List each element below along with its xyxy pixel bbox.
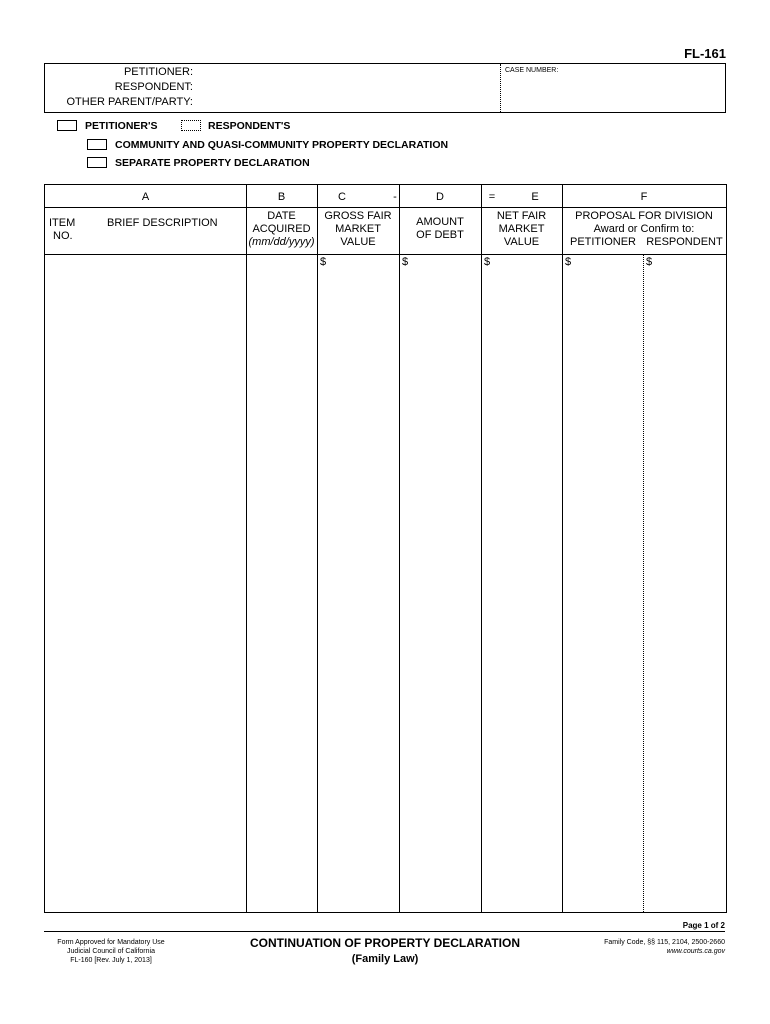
net-value-entry-area[interactable] [494, 255, 562, 911]
date-acquired-header [246, 210, 317, 249]
respondent-entry-area[interactable] [656, 255, 726, 911]
caption-divider [500, 64, 501, 112]
petitioner-entry-area[interactable] [575, 255, 643, 911]
approval-line-2: Judicial Council of California [67, 948, 155, 955]
net-value-line: VALUE [503, 236, 540, 248]
description-entry-area[interactable] [45, 255, 246, 911]
respondent-subheader: RESPONDENT [646, 236, 723, 248]
approval-line-1: Form Approved for Mandatory Use [57, 939, 165, 946]
date-entry-area[interactable] [247, 255, 317, 911]
approval-line-3: FL-160 [Rev. July 1, 2013] [70, 957, 152, 964]
petitioners-checkbox-label: PETITIONER'S [85, 120, 158, 132]
item-no-header [49, 217, 75, 243]
item-header-line: ITEM [49, 217, 76, 229]
proposal-for-division-header [562, 210, 726, 236]
award-confirm-line: Award or Confirm to: [593, 223, 695, 235]
column-divider-f-split [643, 254, 644, 912]
amount-line: AMOUNT [416, 216, 464, 228]
case-number-label: CASE NUMBER: [505, 67, 559, 74]
form-title: CONTINUATION OF PROPERTY DECLARATION [250, 936, 520, 950]
gross-value-dollar-sign: $ [320, 256, 327, 268]
caption-box [44, 63, 726, 113]
property-table [44, 184, 727, 913]
column-equals-sign: = [488, 191, 496, 203]
value-line: VALUE [340, 236, 376, 248]
courts-website: www.courts.ca.gov [666, 948, 725, 955]
column-divider-e [481, 185, 482, 912]
column-divider-f [562, 185, 563, 912]
column-letter-c: C [338, 191, 346, 203]
acquired-header-line: ACQUIRED [252, 223, 311, 235]
column-letter-f: F [640, 191, 648, 203]
footer-divider [44, 931, 725, 932]
column-letter-b: B [277, 191, 286, 203]
respondents-checkbox[interactable] [181, 120, 201, 131]
family-code-citation: Family Code, §§ 115, 2104, 2500-2660 [604, 939, 725, 946]
net-fair-market-value-header [481, 210, 562, 249]
market-line: MARKET [335, 223, 381, 235]
date-format-hint: (mm/dd/yyyy) [248, 236, 315, 248]
petitioners-checkbox[interactable] [57, 120, 77, 131]
column-letter-e: E [531, 191, 539, 203]
petitioner-subheader: PETITIONER [569, 236, 636, 248]
separate-property-checkbox[interactable] [87, 157, 107, 168]
proposal-line: PROPOSAL FOR DIVISION [575, 210, 713, 222]
column-letter-a: A [141, 191, 150, 203]
net-value-dollar-sign: $ [484, 256, 491, 268]
date-header-line: DATE [267, 210, 296, 222]
form-number: FL-161 [684, 46, 726, 61]
no-header-line: NO. [53, 230, 73, 242]
respondent-label: RESPONDENT: [114, 81, 193, 93]
debt-entry-area[interactable] [412, 255, 481, 911]
net-market-line: MARKET [498, 223, 545, 235]
form-approval-block [44, 938, 178, 965]
form-subtitle: (Family Law) [351, 953, 419, 965]
column-letter-d: D [436, 191, 444, 203]
of-debt-line: OF DEBT [416, 229, 464, 241]
respondents-checkbox-label: RESPONDENT'S [208, 120, 291, 132]
net-fair-line: NET FAIR [496, 210, 547, 222]
petitioner-dollar-sign: $ [565, 256, 572, 268]
separate-property-label: SEPARATE PROPERTY DECLARATION [115, 157, 310, 169]
petitioner-label: PETITIONER: [123, 66, 193, 78]
gross-fair-market-value-header [317, 210, 399, 249]
statute-citation-block [604, 938, 725, 956]
community-property-label: COMMUNITY AND QUASI-COMMUNITY PROPERTY DECLARATION [115, 139, 449, 151]
table-letter-row-divider [45, 207, 726, 208]
column-divider-c [317, 185, 318, 912]
column-divider-d [399, 185, 400, 912]
gross-fair-line: GROSS FAIR [324, 210, 392, 222]
other-party-label: OTHER PARENT/PARTY: [66, 96, 193, 108]
respondent-dollar-sign: $ [646, 256, 653, 268]
gross-value-entry-area[interactable] [330, 255, 399, 911]
debt-dollar-sign: $ [402, 256, 409, 268]
brief-description-header: BRIEF DESCRIPTION [107, 217, 218, 229]
amount-of-debt-header [399, 216, 481, 242]
page-number: Page 1 of 2 [682, 921, 725, 930]
column-minus-sign: - [393, 191, 397, 203]
community-property-checkbox[interactable] [87, 139, 107, 150]
